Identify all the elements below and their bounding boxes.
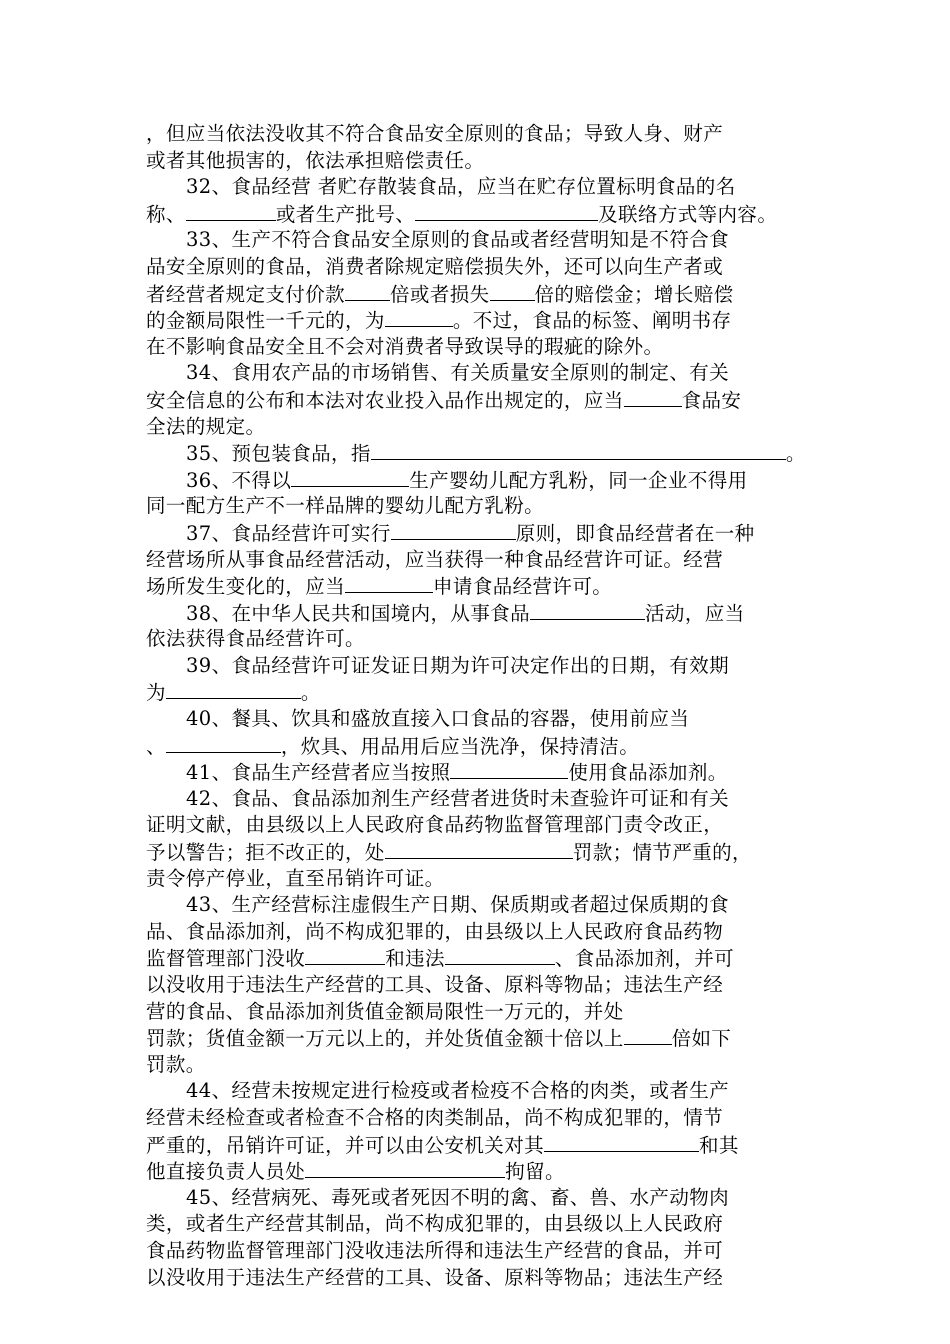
text-segment: 的金额局限性一千元的，为	[146, 309, 385, 333]
fill-blank	[490, 281, 535, 301]
text-line	[146, 945, 814, 972]
document-body	[146, 121, 814, 1291]
text-line	[146, 573, 814, 600]
text-segment: 称、	[146, 202, 186, 226]
fill-blank	[544, 1132, 699, 1152]
fill-blank	[530, 600, 645, 620]
text-segment: ，但应当依法没收其不符合食品安全原则的食品；导致人身、财产	[146, 122, 724, 145]
text-segment: 使用食品添加剂。	[568, 761, 728, 785]
fill-blank	[385, 307, 453, 327]
text-line	[146, 1185, 814, 1212]
text-line	[146, 174, 814, 201]
text-segment: 或者生产批号、	[275, 202, 416, 226]
fill-blank	[166, 679, 301, 699]
text-segment: 安全信息的公布和本法对农业投入品作出规定的，应当	[146, 388, 624, 412]
text-line	[146, 866, 814, 893]
text-segment: 场所发生变化的，应当	[146, 575, 346, 599]
text-segment: 食品药物监督管理部门没收违法所得和违法生产经营的食品，并可	[146, 1238, 724, 1262]
text-segment: 予以警告；拒不改正的，处	[146, 841, 385, 865]
text-segment: 33、生产不符合食品安全原则的食品或者经营明知是不符合食	[186, 228, 730, 252]
text-line	[146, 1025, 814, 1052]
text-line	[146, 201, 814, 228]
fill-blank	[391, 520, 516, 540]
text-line	[146, 919, 814, 946]
fill-blank	[385, 839, 573, 859]
fill-blank	[186, 201, 276, 221]
text-line	[146, 1158, 814, 1185]
fill-blank	[166, 733, 281, 753]
text-line	[146, 254, 814, 281]
text-segment: 。	[300, 681, 321, 705]
text-line	[146, 839, 814, 866]
text-segment: 活动，应当	[645, 601, 745, 625]
text-line	[146, 1078, 814, 1105]
text-segment: 全法的规定。	[146, 414, 266, 438]
text-segment: 倍的赔偿金；增长赔偿	[534, 282, 734, 306]
text-line	[146, 414, 814, 441]
fill-blank	[450, 759, 568, 779]
text-segment: 38、在中华人民共和国境内，从事食品	[186, 601, 531, 625]
text-segment: 倍或者损失	[390, 282, 490, 306]
text-line	[146, 999, 814, 1026]
fill-blank	[371, 440, 786, 460]
text-line	[146, 1052, 814, 1079]
text-segment: 42、食品、食品添加剂生产经营者进货时未查验许可证和有关	[186, 786, 730, 810]
text-segment: 为	[146, 681, 166, 705]
text-line	[146, 1132, 814, 1159]
text-segment: 倍如下	[671, 1027, 732, 1051]
text-segment: 监督管理部门没收	[146, 947, 306, 971]
fill-blank	[624, 1025, 672, 1045]
fill-blank	[345, 573, 433, 593]
text-segment: 申请食品经营许可。	[433, 575, 613, 599]
text-segment: 和违法	[385, 947, 445, 971]
text-segment: 证明文献，由县级以上人民政府食品药物监督管理部门责令改正，	[146, 813, 724, 837]
text-segment: 、	[146, 734, 166, 758]
text-line	[146, 600, 814, 627]
text-line	[146, 547, 814, 574]
text-segment: 40、餐具、饮具和盛放直接入口食品的容器，使用前应当	[186, 707, 690, 731]
text-line	[146, 493, 814, 520]
text-line	[146, 626, 814, 653]
text-segment: 经营场所从事食品经营活动，应当获得一种食品经营许可证。经营	[146, 547, 724, 571]
fill-blank	[415, 201, 598, 221]
text-segment: 品、食品添加剂，尚不构成犯罪的，由县级以上人民政府食品药物	[146, 919, 724, 943]
text-line	[146, 1211, 814, 1238]
text-segment: 食品安	[681, 388, 742, 412]
text-line	[146, 121, 814, 148]
text-line	[146, 1265, 814, 1292]
text-segment: 37、食品经营许可实行	[186, 521, 391, 545]
text-segment: 罚款。	[146, 1052, 206, 1076]
text-segment: 32、食品经营 者贮存散装食品，应当在贮存位置标明食品的名	[186, 175, 736, 199]
fill-blank	[345, 281, 390, 301]
text-segment: 36、不得以	[186, 468, 292, 492]
fill-blank	[445, 945, 555, 965]
text-segment: 同一配方生产不一样品牌的婴幼儿配方乳粉。	[146, 494, 545, 518]
text-segment: 类，或者生产经营其制品，尚不构成犯罪的，由县级以上人民政府	[146, 1212, 724, 1236]
text-segment: 。不过，食品的标签、阐明书存	[452, 309, 732, 333]
text-segment: 34、食用农产品的市场销售、有关质量安全原则的制定、有关	[186, 361, 730, 385]
text-segment: 罚款；货值金额一万元以上的，并处货值金额十倍以上	[146, 1027, 624, 1051]
text-segment: 和其	[699, 1133, 739, 1157]
text-line	[146, 148, 814, 175]
fill-blank	[305, 1158, 505, 1178]
text-segment: 罚款；情节严重的，	[572, 841, 752, 865]
text-segment: 原则，即食品经营者在一种	[515, 521, 755, 545]
text-line	[146, 1238, 814, 1265]
text-segment: 营的食品、食品添加剂货值金额局限性一万元的，并处	[146, 999, 624, 1023]
fill-blank	[291, 467, 409, 487]
text-segment: 以没收用于违法生产经营的工具、设备、原料等物品；违法生产经	[146, 1265, 724, 1289]
text-line	[146, 520, 814, 547]
text-segment: ，炊具、用品用后应当洗净，保持清洁。	[280, 734, 640, 758]
text-segment: 。	[785, 442, 806, 466]
text-segment: 者经营者规定支付价款	[146, 282, 346, 306]
text-line	[146, 1105, 814, 1132]
text-line	[146, 733, 814, 760]
text-line	[146, 334, 814, 361]
text-segment: 品安全原则的食品，消费者除规定赔偿损失外，还可以向生产者或	[146, 254, 724, 278]
text-segment: 、食品添加剂，并可	[554, 947, 735, 971]
text-line	[146, 227, 814, 254]
text-segment: 44、经营未按规定进行检疫或者检疫不合格的肉类，或者生产	[186, 1079, 730, 1103]
text-segment: 41、食品生产经营者应当按照	[186, 761, 451, 785]
text-line	[146, 679, 814, 706]
text-segment: 及联络方式等内容。	[598, 202, 778, 226]
text-segment: 严重的，吊销许可证，并可以由公安机关对其	[146, 1133, 545, 1157]
text-line	[146, 892, 814, 919]
text-line	[146, 440, 814, 467]
text-segment: 39、食品经营许可证发证日期为许可决定作出的日期，有效期	[186, 653, 730, 677]
text-segment: 他直接负责人员处	[146, 1160, 306, 1184]
text-line	[146, 812, 814, 839]
text-segment: 责令停产停业，直至吊销许可证。	[146, 866, 445, 890]
text-segment: 经营未经检查或者检查不合格的肉类制品，尚不构成犯罪的，情节	[146, 1105, 724, 1129]
fill-blank	[624, 387, 682, 407]
text-segment: 在不影响食品安全且不会对消费者导致误导的瑕疵的除外。	[146, 334, 664, 358]
text-segment: 或者其他损害的，依法承担赔偿责任。	[146, 148, 485, 172]
fill-blank	[305, 945, 385, 965]
text-line	[146, 307, 814, 334]
text-line	[146, 706, 814, 733]
text-line	[146, 281, 814, 308]
text-segment: 43、生产经营标注虚假生产日期、保质期或者超过保质期的食	[186, 893, 730, 917]
text-line	[146, 467, 814, 494]
text-line	[146, 387, 814, 414]
text-segment: 生产婴幼儿配方乳粉，同一企业不得用	[409, 468, 748, 492]
text-line	[146, 786, 814, 813]
text-segment: 依法获得食品经营许可。	[146, 627, 365, 651]
text-line	[146, 759, 814, 786]
text-line	[146, 653, 814, 680]
text-segment: 45、经营病死、毒死或者死因不明的禽、畜、兽、水产动物肉	[186, 1185, 730, 1209]
text-segment: 拘留。	[505, 1160, 565, 1184]
text-line	[146, 360, 814, 387]
text-segment: 以没收用于违法生产经营的工具、设备、原料等物品；违法生产经	[146, 973, 724, 996]
text-line	[146, 972, 814, 999]
text-segment: 35、预包装食品，指	[186, 442, 371, 466]
